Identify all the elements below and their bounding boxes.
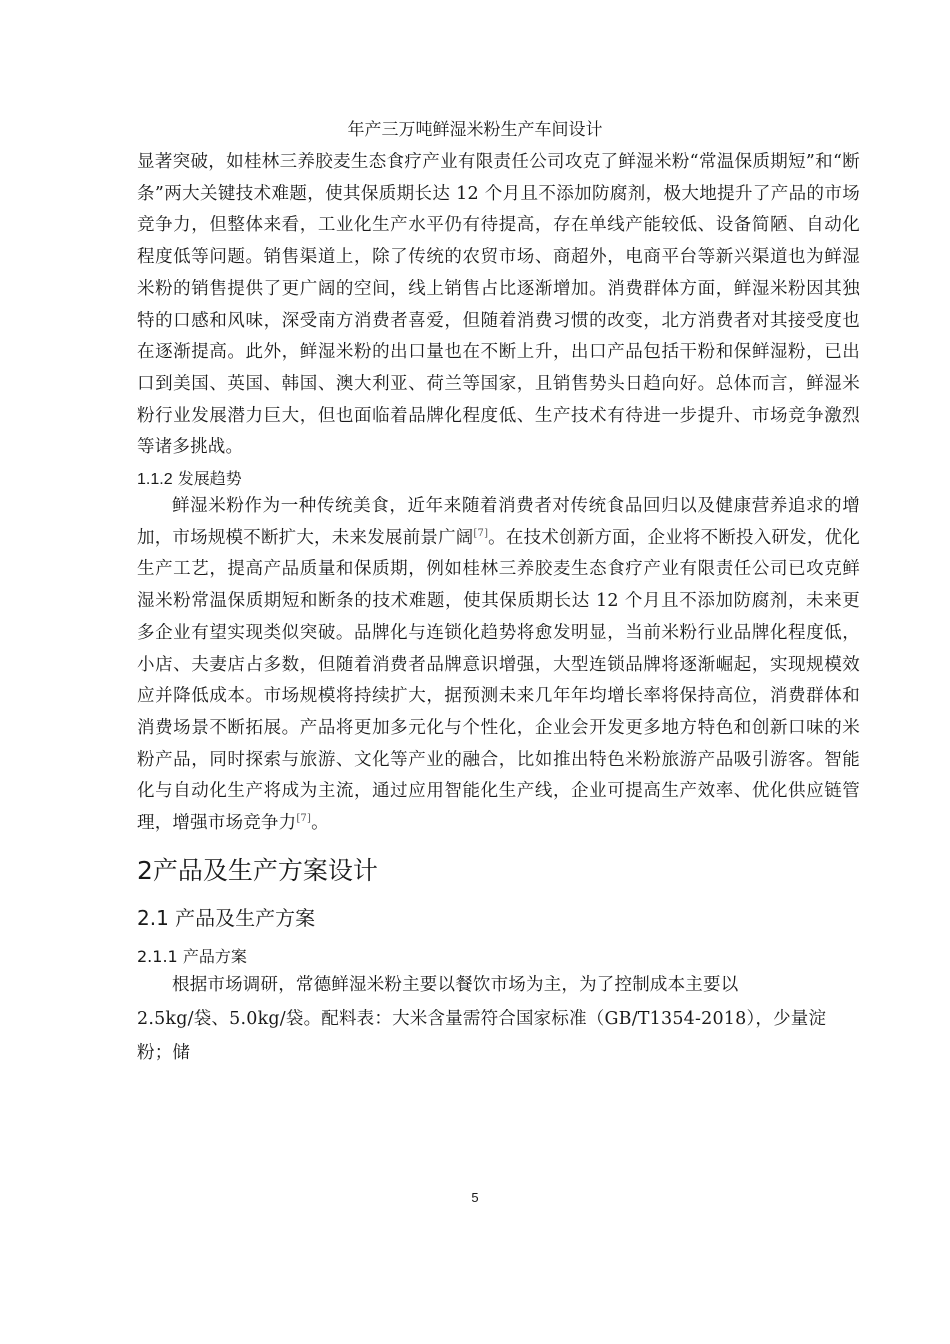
document-body [137, 147, 860, 1070]
paragraph-text: 。在技术创新方面，企业将不断投入研发，优化生产工艺，提高产品质量和保质期，例如桂林三养胶麦生态食疗产业有限责任公司已攻克鲜湿米粉常温保质期短和断条的技术难题，使其保质期长达 12 个月且不添加防腐剂，未来更多企业有望实现类似突破。品牌化与连锁化趋势将愈发明显，当前米粉行业品牌化程度低，小店、夫妻店占多数，但随着消费者品牌意识增强，大型连锁品牌将逐渐崛起，实现规模效应并降低成本。市场规模将持续扩大，据预测未来几年年均增长率将保持高位，消费群体和消费场景不断拓展。产品将更加多元化与个性化，企业会开发更多地方特色和创新口味的米粉产品，同时探索与旅游、文化等产业的融合，比如推出特色米粉旅游产品吸引游客。智能化与自动化生产将成为主流，通过应用智能化生产线，企业可提高生产效率、优化供应链管理，增强市场竞争力 [137, 527, 860, 834]
section-title: 产品方案 [182, 946, 247, 966]
page-number: 5 [471, 1190, 479, 1205]
section-title: 产品及生产方案 [175, 905, 316, 930]
paragraph-text: 粉；储 [137, 1042, 191, 1063]
product-spec-line [137, 1002, 860, 1036]
section-number: 1.1.2 [137, 471, 173, 489]
paragraph-text: 2.5kg/袋、5.0kg/袋。配料表：大米含量需符合国家标准（GB/T1354-2018），少量淀 [137, 1008, 827, 1029]
paragraph-text: 根据市场调研，常德鲜湿米粉主要以餐饮市场为主，为了控制成本主要以 [172, 974, 739, 995]
paragraph-text: 。 [311, 813, 329, 834]
section-heading-2-1-1 [137, 946, 860, 968]
section-number: 2.1.1 [137, 946, 178, 966]
paragraph-product-plan [137, 968, 860, 1070]
paragraph-text: 鲜湿米粉作为一种传统美食，近年来随着消费者对传统食品回归以及健康营养追求的增加，市场规模不断扩大，未来发展前景广阔 [137, 496, 860, 548]
citation-reference[interactable]: [7] [296, 813, 312, 825]
section-number: 2.1 [137, 905, 169, 930]
paragraph-development-trend [137, 491, 860, 840]
chapter-number: 2 [137, 855, 153, 885]
page-header-title: 年产三万吨鲜湿米粉生产车间设计 [347, 120, 603, 140]
product-spec-line [137, 1036, 860, 1070]
section-heading-1-1-2 [137, 468, 860, 491]
section-heading-2-1 [137, 904, 860, 932]
citation-reference[interactable]: [7] [473, 527, 489, 539]
chapter-title: 产品及生产方案设计 [152, 855, 378, 885]
section-title: 发展趋势 [177, 469, 242, 489]
chapter-heading-2 [137, 854, 860, 888]
paragraph-market-status: 显著突破，如桂林三养胶麦生态食疗产业有限责任公司攻克了鲜湿米粉“常温保质期短”和“断条”两大关键技术难题，使其保质期长达 12 个月且不添加防腐剂，极大地提升了产品的市场竞争力，但整体来看，工业化生产水平仍有待提高，存在单线产能较低、设备简陋、自动化程度低等问题。销售渠道上，除了传统的农贸市场、商超外，电商平台等新兴渠道也为鲜湿米粉的销售提供了更广阔的空间，线上销售占比逐渐增加。消费群体方面，鲜湿米粉因其独特的口感和风味，深受南方消费者喜爱，但随着消费习惯的改变，北方消费者对其接受度也在逐渐提高。此外，鲜湿米粉的出口量也在不断上升，出口产品包括干粉和保鲜湿粉，已出口到美国、英国、韩国、澳大利亚、荷兰等国家，且销售势头日趋向好。总体而言，鲜湿米粉行业发展潜力巨大，但也面临着品牌化程度低、生产技术有待进一步提升、市场竞争激烈等诸多挑战。 [137, 152, 860, 458]
